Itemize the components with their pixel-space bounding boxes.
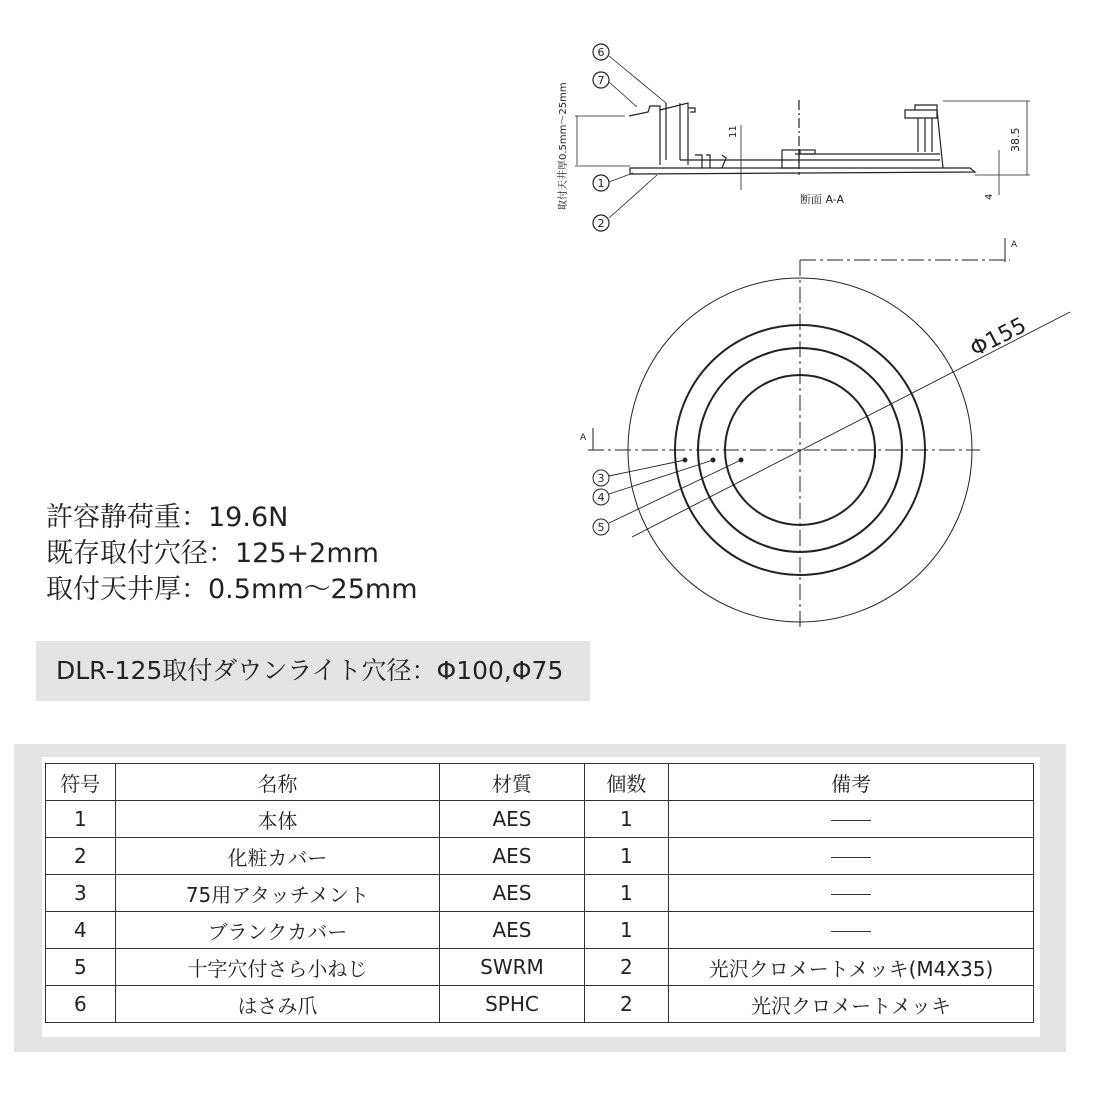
cell-name: ブランクカバー: [115, 912, 440, 949]
cell-remarks: 光沢クロメートメッキ: [669, 986, 1034, 1023]
table-row: [46, 801, 1034, 838]
cell-symbol: 3: [46, 875, 116, 912]
parts-table-frame: [14, 744, 1066, 1052]
header-name: 名称: [115, 764, 440, 801]
cell-symbol: 2: [46, 838, 116, 875]
cell-name: 75用アタッチメント: [115, 875, 440, 912]
dash-placeholder: [831, 820, 871, 821]
cell-material: AES: [440, 838, 584, 875]
cell-remarks: [669, 875, 1034, 912]
cell-remarks: [669, 912, 1034, 949]
spec-load: 許容静荷重：19.6N: [46, 502, 289, 533]
callout-5: 5: [597, 521, 605, 534]
cell-quantity: 1: [584, 875, 669, 912]
header-symbol: 符号: [46, 764, 116, 801]
dim-4: 4: [984, 193, 995, 200]
header-quantity: 個数: [584, 764, 669, 801]
thickness-label: 取付天井厚0.5mm～25mm: [558, 82, 569, 210]
diameter-label: Φ155: [966, 313, 1031, 363]
downlight-note: DLR-125取付ダウンライト穴径：Φ100,Φ75: [36, 641, 590, 701]
cell-material: SPHC: [440, 986, 584, 1023]
cell-name: 本体: [115, 801, 440, 838]
table-row: [46, 838, 1034, 875]
cell-name: 化粧カバー: [115, 838, 440, 875]
dash-placeholder: [831, 931, 871, 932]
specifications: [46, 500, 418, 608]
table-header-row: [46, 764, 1034, 801]
cell-symbol: 1: [46, 801, 116, 838]
table-row: [46, 986, 1034, 1023]
cell-name: はさみ爪: [115, 986, 440, 1023]
table-row: [46, 875, 1034, 912]
section-caption: 断面 A-A: [800, 193, 845, 206]
table-row: [46, 912, 1034, 949]
plan-view: [588, 238, 1070, 630]
cell-material: AES: [440, 912, 584, 949]
callout-7: 7: [597, 74, 605, 87]
spec-hole: 既存取付穴径：125+2mm: [46, 538, 379, 569]
dash-placeholder: [831, 894, 871, 895]
dim-11: 11: [728, 125, 739, 138]
cell-quantity: 2: [584, 949, 669, 986]
callout-1: 1: [597, 177, 605, 190]
cell-quantity: 1: [584, 912, 669, 949]
spec-thickness: 取付天井厚：0.5mm～25mm: [46, 574, 418, 605]
section-marker-top: A: [1011, 240, 1018, 250]
cell-remarks: [669, 801, 1034, 838]
cell-name: 十字穴付さら小ねじ: [115, 949, 440, 986]
cell-material: AES: [440, 875, 584, 912]
table-row: [46, 949, 1034, 986]
cell-remarks: [669, 838, 1034, 875]
cell-material: AES: [440, 801, 584, 838]
cell-quantity: 1: [584, 801, 669, 838]
dim-height: 38.5: [1009, 127, 1022, 152]
section-marker-left: A: [580, 433, 587, 443]
cell-symbol: 5: [46, 949, 116, 986]
callout-3: 3: [597, 472, 605, 485]
cell-symbol: 4: [46, 912, 116, 949]
cell-quantity: 1: [584, 838, 669, 875]
callout-4: 4: [597, 491, 605, 504]
base-plate: [630, 168, 975, 174]
header-material: 材質: [440, 764, 584, 801]
clamp-tube: [660, 103, 688, 165]
cell-material: SWRM: [440, 949, 584, 986]
parts-table: [45, 763, 1034, 1023]
header-remarks: 備考: [669, 764, 1034, 801]
dash-placeholder: [831, 857, 871, 858]
callout-2: 2: [597, 217, 605, 230]
callout-6: 6: [597, 46, 605, 59]
cell-remarks: 光沢クロメートメッキ(M4X35): [669, 949, 1034, 986]
cell-symbol: 6: [46, 986, 116, 1023]
cell-quantity: 2: [584, 986, 669, 1023]
